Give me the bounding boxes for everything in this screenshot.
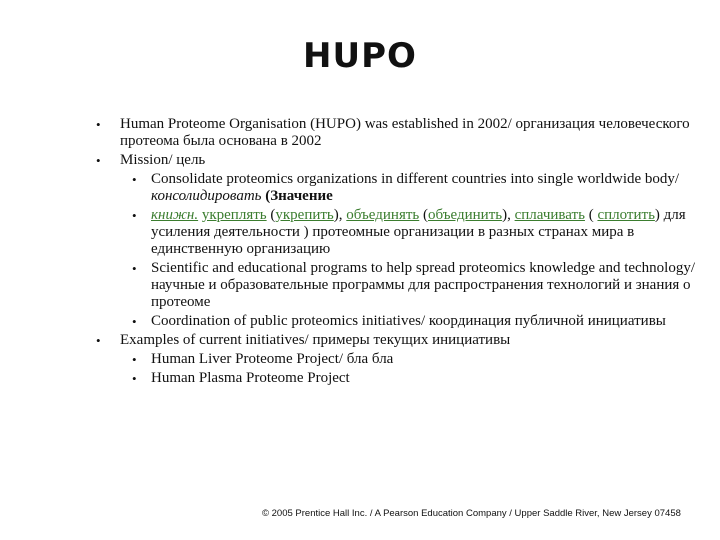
copyright-footer: © 2005 Prentice Hall Inc. / A Pearson Education Company / Upper Saddle River, New Jersey 07458 [262,508,681,519]
bullet-icon: • [132,314,137,329]
item-text: Human Plasma Proteome Project [151,370,350,386]
item-text: Consolidate proteomics organizations in different countries into single worldwide body/ [151,171,680,187]
sub-list-item [96,351,696,368]
bullet-icon: • [132,172,137,187]
separator: ), [333,207,347,223]
item-text: Coordination of public proteomics initiatives/ координация публичной инициативы [151,313,666,329]
bullet-list [96,116,696,389]
item-text: Human Liver Proteome Project/ бла бла [151,351,394,367]
bold-term: (Значение [265,188,333,204]
item-text: Scientific and educational programs to help spread proteomics knowledge and technology/ научные и образовательные программы для распространения технологий и знания о протеоме [151,260,696,310]
bullet-icon: • [132,208,137,223]
dictionary-link[interactable]: укрепить [275,207,334,223]
bullet-icon: • [132,371,137,386]
bullet-icon: • [96,153,101,168]
bullet-icon: • [96,333,101,348]
bullet-icon: • [96,117,101,132]
sub-list-item [96,260,696,311]
bullet-icon: • [132,352,137,367]
list-item [96,116,696,150]
sub-list-item [96,313,696,330]
separator: ( [266,207,276,223]
item-text: Examples of current initiatives/ примеры текущих инициативы [120,332,511,348]
list-item [96,152,696,169]
italic-term: консолидировать [151,188,262,204]
dictionary-link[interactable]: сплотить [597,207,655,223]
separator: ), [502,207,515,223]
dictionary-link[interactable]: сплачивать [514,207,585,223]
item-text: ) для усиления деятельности ) протеомные организации в разных странах мира в единственную организацию [151,207,686,257]
dictionary-link[interactable]: книжн. [151,207,199,223]
sub-list-item [96,207,696,258]
separator: ( [419,207,428,223]
item-text: Human Proteome Organisation (HUPO) was established in 2002/ организация человеческого протеома была основана в 2002 [120,116,690,149]
dictionary-link[interactable]: объединить [428,207,503,223]
list-item [96,332,696,349]
sub-list-item [96,370,696,387]
sub-list-item [96,171,696,205]
slide-title: HUPO [303,36,417,76]
dictionary-link[interactable]: укреплять [201,207,267,223]
dictionary-link[interactable]: объединять [346,207,420,223]
separator: ( [584,207,598,223]
bullet-icon: • [132,261,137,276]
item-text: Mission/ цель [120,152,206,168]
